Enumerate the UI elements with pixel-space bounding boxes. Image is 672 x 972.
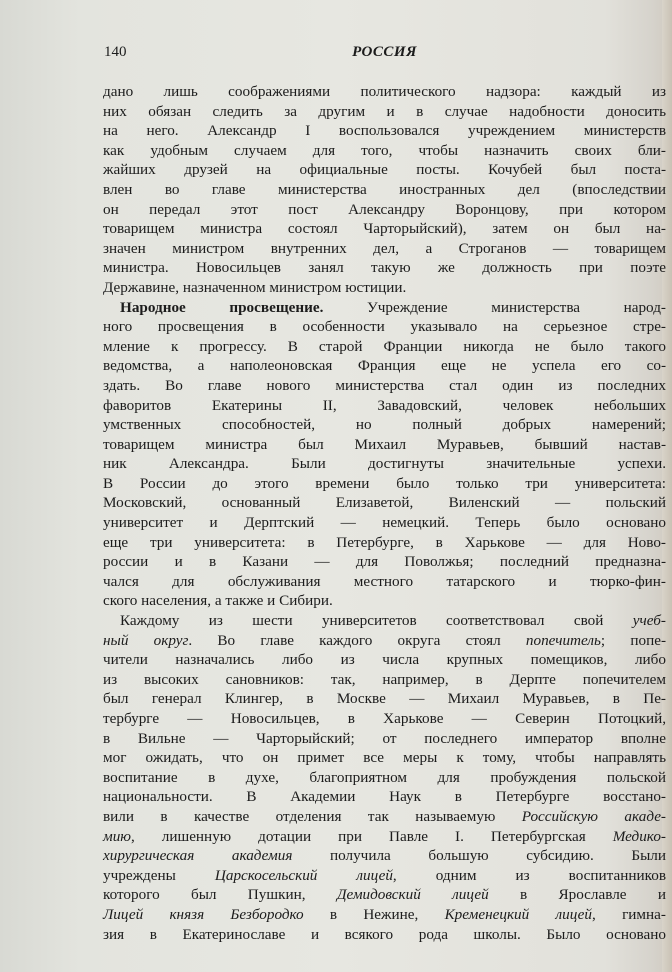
text-run: Каждому из шести университетов соответствовал свой [120,612,633,630]
text-line [103,827,666,847]
text-run: национальности. В Академии Наук в Петербурге восстано- [103,788,666,806]
text-run: мление к прогрессу. В старой Франции никогда не было такого [103,337,666,355]
text-line [103,141,666,161]
text-run: В России до этого времени было только три университета: [103,474,666,492]
page-header [104,44,665,66]
text-run: товарищем министра был Михаил Муравьев, бывший настав- [103,435,666,453]
text-run: ведомства, а наполеоновская Франция еще не успела его со- [103,357,666,375]
text-line [103,905,666,925]
text-line [103,160,666,180]
text-run: , гимна- [592,905,666,923]
text-line [103,474,666,494]
text-line [103,925,666,945]
text-run: товарищем министра состоял Чарторыйский), затем он был на- [103,220,666,238]
text-run: , одним из воспитанников [392,866,666,884]
text-line [103,689,666,709]
text-line [103,631,666,651]
text-run: в Ярославле и [488,886,666,904]
text-run: которого был Пушкин, [103,886,337,904]
section-heading: Народное просвещение. [120,298,324,316]
text-line [103,258,666,278]
italic-term: Царскосельский лицей [214,866,393,884]
text-run: умственных способностей, но полный добрых намерений; [103,416,666,434]
text-run: из высоких сановников: так, например, в Дерпте попечителем [103,670,666,688]
text-line [103,533,666,553]
text-line [103,591,666,611]
italic-term: мию [103,827,131,845]
text-line [103,552,666,572]
text-run: университет и Дерптский — немецкий. Теперь было основано [103,514,666,532]
text-line [103,846,666,866]
text-run: чители назначались либо из числа крупных помещиков, либо [103,651,666,669]
italic-term: Лицей князя Безбородко [103,905,304,923]
italic-term: Российскую акаде- [521,807,666,825]
text-run: зия в Екатеринославе и всякого рода школы. Было основано [103,925,666,943]
text-run: как удобным случаем для того, чтобы назначить своих бли- [103,141,666,159]
page-number: 140 [104,44,127,60]
text-run: чался для обслуживания местного татарского и тюрко-фин- [103,572,666,590]
text-line [103,239,666,259]
text-run: жайших друзей на официальные посты. Кочубей был поста- [103,161,666,179]
text-run: ник Александра. Были достигнуты значительные успехи. [103,455,666,473]
text-line [103,513,666,533]
text-run: получила большую субсидию. Были [292,847,667,865]
text-line [103,709,666,729]
text-line [103,396,666,416]
text-run: в Нежине, [303,905,445,923]
text-line [103,435,666,455]
text-line [103,670,666,690]
italic-term: хирургическая академия [103,847,293,865]
text-line [103,866,666,886]
text-run: влен во главе министерства иностранных дел (впоследствии [103,180,666,198]
text-line [103,787,666,807]
text-line [103,807,666,827]
text-run: учреждены [103,866,215,884]
text-run: значен министром внутренних дел, а Строганов — товарищем [103,239,666,257]
text-run: россии и в Казани — для Поволжья; последний предназна- [103,553,666,571]
text-line [103,219,666,239]
italic-term: Медико- [612,827,666,845]
text-line [103,317,666,337]
text-line [103,729,666,749]
italic-term: попечитель [525,631,601,649]
text-line [103,337,666,357]
text-run: тербурге — Новосильцев, в Харькове — Северин Потоцкий, [103,710,666,727]
text-run: он передал этот пост Александру Воронцову, при котором [103,200,666,218]
text-run: . Во главе каждого округа стоял [188,631,526,649]
text-run: мог ожидать, что он примет все меры к тому, чтобы направлять [103,749,666,767]
running-head: РОССИЯ [352,44,417,60]
text-line [103,121,666,141]
italic-term: Демидовский лицей [336,886,489,904]
text-line [103,356,666,376]
text-run: фаворитов Екатерины II, Завадовский, человек небольших [103,396,666,414]
text-line [103,298,666,318]
text-line [103,102,666,122]
text-run: на него. Александр I воспользовался учреждением министерств [103,122,666,140]
text-line [103,493,666,513]
text-line [103,768,666,788]
text-run: ского населения, а также и Сибири. [103,592,333,610]
text-run: здать. Во главе нового министерства стал один из последних [103,376,666,394]
text-run: Учреждение министерства народ- [323,298,666,316]
text-line [103,748,666,768]
italic-term: ный округ [103,631,189,649]
text-line [103,454,666,474]
italic-term: Кременецкий лицей [444,905,593,923]
text-run: был генерал Клингер, в Москве — Михаил Муравьев, в Пе- [103,690,666,708]
text-run: ного просвещения в особенности указывало на серьезное стре- [103,318,666,336]
text-run: в Вильне — Чарторыйский; от последнего император вполне [103,729,666,747]
text-line [103,650,666,670]
text-line [103,415,666,435]
text-run: , лишенную дотации при Павле I. Петербургская [131,827,613,845]
text-run: вили в качестве отделения так называемую [103,807,522,825]
text-run: воспитание в духе, благоприятном для пробуждения польской [103,768,666,786]
text-run: ; попе- [600,631,666,649]
text-run: еще три университета: в Петербурге, в Харькове — для Ново- [103,533,666,551]
text-line [103,611,666,631]
text-line [103,200,666,220]
text-line [103,180,666,200]
text-line [103,278,666,298]
text-run: дано лишь соображениями политического надзора: каждый из [103,83,666,100]
text-run: Московский, основанный Елизаветой, Виленский — польский [103,494,666,512]
text-run: министра. Новосильцев занял такую же должность при поэте [103,259,666,277]
text-run: них обязан следить за другим и в случае надобности доносить [103,102,666,120]
text-line [103,572,666,592]
text-line [103,82,666,102]
italic-term: учеб- [632,612,666,630]
text-line [103,376,666,396]
text-run: Державине, назначенном министром юстиции. [103,278,407,296]
body-text [103,82,666,944]
text-line [103,885,666,905]
